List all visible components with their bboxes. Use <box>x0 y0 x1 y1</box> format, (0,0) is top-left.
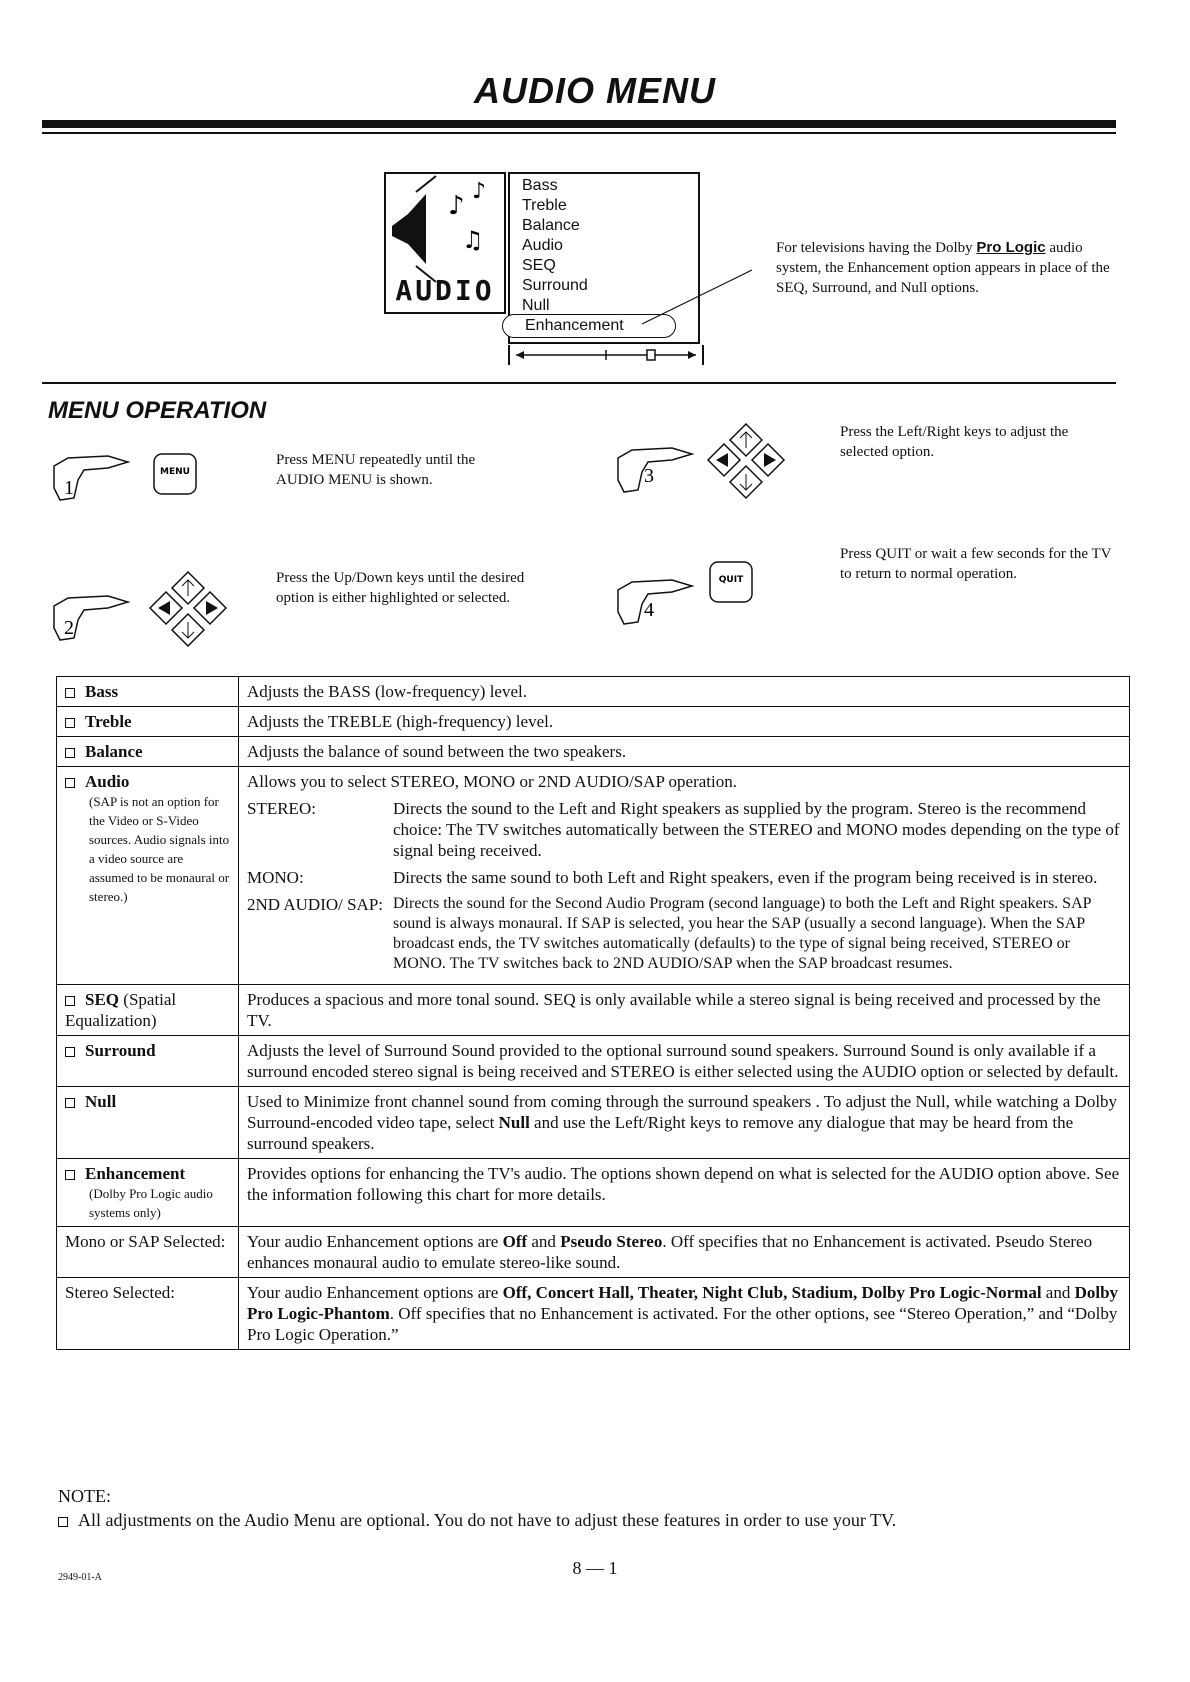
svg-text:QUIT: QUIT <box>718 575 744 585</box>
slider-bar-icon <box>510 345 702 365</box>
hand-pointer-icon-2 <box>48 568 248 652</box>
mono-sap-opt1: Off <box>502 1232 528 1251</box>
section-title: MENU OPERATION <box>48 397 267 424</box>
table-row-audio <box>57 767 1130 985</box>
table-row-treble <box>57 707 1130 737</box>
svg-text:♫: ♫ <box>462 226 484 254</box>
balance-label: Balance <box>85 742 143 761</box>
stereo-sel-desc-post: . Off specifies that no Enhancement is activated. For the other options, see “Stereo Operation,” and “Dolby Pro Logic Operation.” <box>247 1304 1118 1344</box>
audio-options-table <box>56 676 1130 1350</box>
stereo-key: STEREO: <box>247 799 316 818</box>
seq-label-rest: (Spatial Equalization) <box>65 990 177 1030</box>
mono-sap-opt2: Pseudo Stereo <box>560 1232 663 1251</box>
mono-desc: Directs the same sound to both Left and Right speakers, even if the program being received is in stereo. <box>393 868 1098 887</box>
audio-icon-label: AUDIO <box>395 274 495 307</box>
sap-key: 2ND AUDIO/ SAP: <box>247 895 384 914</box>
treble-desc: Adjusts the TREBLE (high-frequency) level. <box>239 707 1130 737</box>
null-desc <box>239 1087 1130 1159</box>
adjust-slider <box>508 345 704 365</box>
dolby-note <box>776 238 1116 298</box>
section-rule <box>42 382 1116 384</box>
menu-item-seq: SEQ <box>522 257 556 274</box>
note-heading: NOTE: <box>58 1486 111 1506</box>
null-desc-post: and use the Left/Right keys to remove any dialogue that may be heard from the surround speakers. <box>247 1113 1074 1153</box>
mono-sap-desc-post: . Off specifies that no Enhancement is activated. Pseudo Stereo enhances monaural audio to emulate stereo-like sound. <box>247 1232 1093 1272</box>
audio-menu-icon-box <box>384 172 506 314</box>
step-3-text: Press the Left/Right keys to adjust the selected option. <box>840 424 1069 460</box>
hand-pointer-icon-3 <box>612 420 812 504</box>
mono-sap-desc <box>239 1227 1130 1278</box>
step-4-text: Press QUIT or wait a few seconds for the TV to return to normal operation. <box>840 546 1112 582</box>
surround-label: Surround <box>85 1041 156 1060</box>
null-label: Null <box>85 1092 117 1111</box>
note-text-row <box>58 1510 896 1531</box>
enhancement-label: Enhancement <box>85 1164 186 1183</box>
enhancement-note: (Dolby Pro Logic audio systems only) <box>89 1186 213 1220</box>
page-title: AUDIO MENU <box>474 70 716 111</box>
table-row-bass <box>57 677 1130 707</box>
dolby-brand: Pro Logic <box>976 239 1046 256</box>
mono-key: MONO: <box>247 868 304 887</box>
hand-pointer-icon-4 <box>612 560 792 636</box>
treble-label: Treble <box>85 712 132 731</box>
stereo-sel-desc <box>239 1278 1130 1350</box>
note-text: All adjustments on the Audio Menu are optional. You do not have to adjust these features in order to use your TV. <box>78 1510 897 1530</box>
svg-text:MENU: MENU <box>160 467 190 477</box>
table-row-enhancement <box>57 1159 1130 1227</box>
stereo-sel-desc-pre: Your audio Enhancement options are <box>247 1283 499 1302</box>
menu-item-null: Null <box>522 297 550 314</box>
menu-item-treble: Treble <box>522 197 567 214</box>
dolby-note-pre: For televisions having the Dolby <box>776 240 973 256</box>
menu-item-balance: Balance <box>522 217 580 234</box>
stereo-sel-label: Stereo Selected: <box>57 1278 239 1350</box>
audio-desc: Allows you to select STEREO, MONO or 2ND AUDIO/SAP operation. <box>247 772 737 791</box>
null-desc-pre: Used to Minimize front channel sound from coming through the surround speakers . To adjust the Null, while watching a Dolby Surround-encoded video tape, select <box>247 1092 1118 1132</box>
step-2-text: Press the Up/Down keys until the desired option is either highlighted or selected. <box>276 570 525 606</box>
audio-modes <box>247 798 1121 980</box>
balance-desc: Adjusts the balance of sound between the two speakers. <box>239 737 1130 767</box>
menu-item-audio: Audio <box>522 237 563 254</box>
step-number-3: 3 <box>644 465 654 487</box>
table-row-surround <box>57 1036 1130 1087</box>
step-number-4: 4 <box>644 599 654 621</box>
enhancement-desc: Provides options for enhancing the TV's audio. The options shown depend on what is selected for the AUDIO option above. See the information following this chart for more details. <box>239 1159 1130 1227</box>
audio-label: Audio <box>85 772 130 791</box>
step-1-text: Press MENU repeatedly until the AUDIO MENU is shown. <box>276 452 476 488</box>
bass-label: Bass <box>85 682 119 701</box>
table-row-mono-sap <box>57 1227 1130 1278</box>
dolby-note-post: audio system, the Enhancement option appears in place of the SEQ, Surround, and Null options. <box>776 240 1110 296</box>
menu-item-surround: Surround <box>522 277 588 294</box>
step-number-2: 2 <box>64 617 74 639</box>
mono-sap-label: Mono or SAP Selected: <box>57 1227 239 1278</box>
stereo-sel-opts: Off, Concert Hall, Theater, Night Club, Stadium, Dolby Pro Logic-Normal <box>502 1283 1042 1302</box>
audio-note: (SAP is not an option for the Video or S-Video sources. Audio signals into a video source are assumed to be monaural or stereo.) <box>89 794 230 904</box>
doc-code: 2949-01-A <box>58 1572 102 1583</box>
seq-label: SEQ <box>85 990 120 1009</box>
menu-item-enhancement: Enhancement <box>502 314 676 338</box>
table-row-balance <box>57 737 1130 767</box>
page-number: 8 — 1 <box>572 1558 618 1578</box>
step-number-1: 1 <box>64 477 74 499</box>
stereo-sel-and: and <box>1045 1283 1071 1302</box>
table-row-seq <box>57 985 1130 1036</box>
callout-line <box>640 268 760 328</box>
surround-desc: Adjusts the level of Surround Sound provided to the optional surround sound speakers. Surround Sound is only available if a surround encoded stereo signal is being received and STEREO is either selected using the AUDIO option or selected by default. <box>239 1036 1130 1087</box>
stereo-sel-opt-last: Dolby Pro Logic-Phantom <box>247 1283 1119 1323</box>
svg-text:♪: ♪ <box>472 179 487 204</box>
null-desc-bold: Null <box>498 1113 530 1132</box>
title-rule <box>42 120 1116 128</box>
menu-item-bass: Bass <box>522 177 558 194</box>
table-row-stereo-selected <box>57 1278 1130 1350</box>
svg-text:♪: ♪ <box>448 191 465 221</box>
hand-pointer-icon <box>48 448 208 504</box>
stereo-desc: Directs the sound to the Left and Right speakers as supplied by the program. Stereo is the recommend choice: The TV switches automatically between the STEREO and MONO modes depending on the type of signal being received. <box>393 799 1120 860</box>
mono-sap-and: and <box>531 1232 556 1251</box>
sap-desc: Directs the sound for the Second Audio Program (second language) to both the Left and Right speakers. SAP sound is always monaural. If SAP is selected, you hear the SAP (usually a second language). When the SAP broadcast ends, the TV switches automatically (defaults) to the type of signal being received, STEREO or MONO. The TV switches back to 2ND AUDIO/SAP when the SAP broadcast resumes. <box>393 895 1091 972</box>
bass-desc: Adjusts the BASS (low-frequency) level. <box>239 677 1130 707</box>
seq-desc: Produces a spacious and more tonal sound. SEQ is only available while a stereo signal is being received and processed by the TV. <box>239 985 1130 1036</box>
title-rule-thin <box>42 132 1116 134</box>
mono-sap-desc-pre: Your audio Enhancement options are <box>247 1232 499 1251</box>
table-row-null <box>57 1087 1130 1159</box>
